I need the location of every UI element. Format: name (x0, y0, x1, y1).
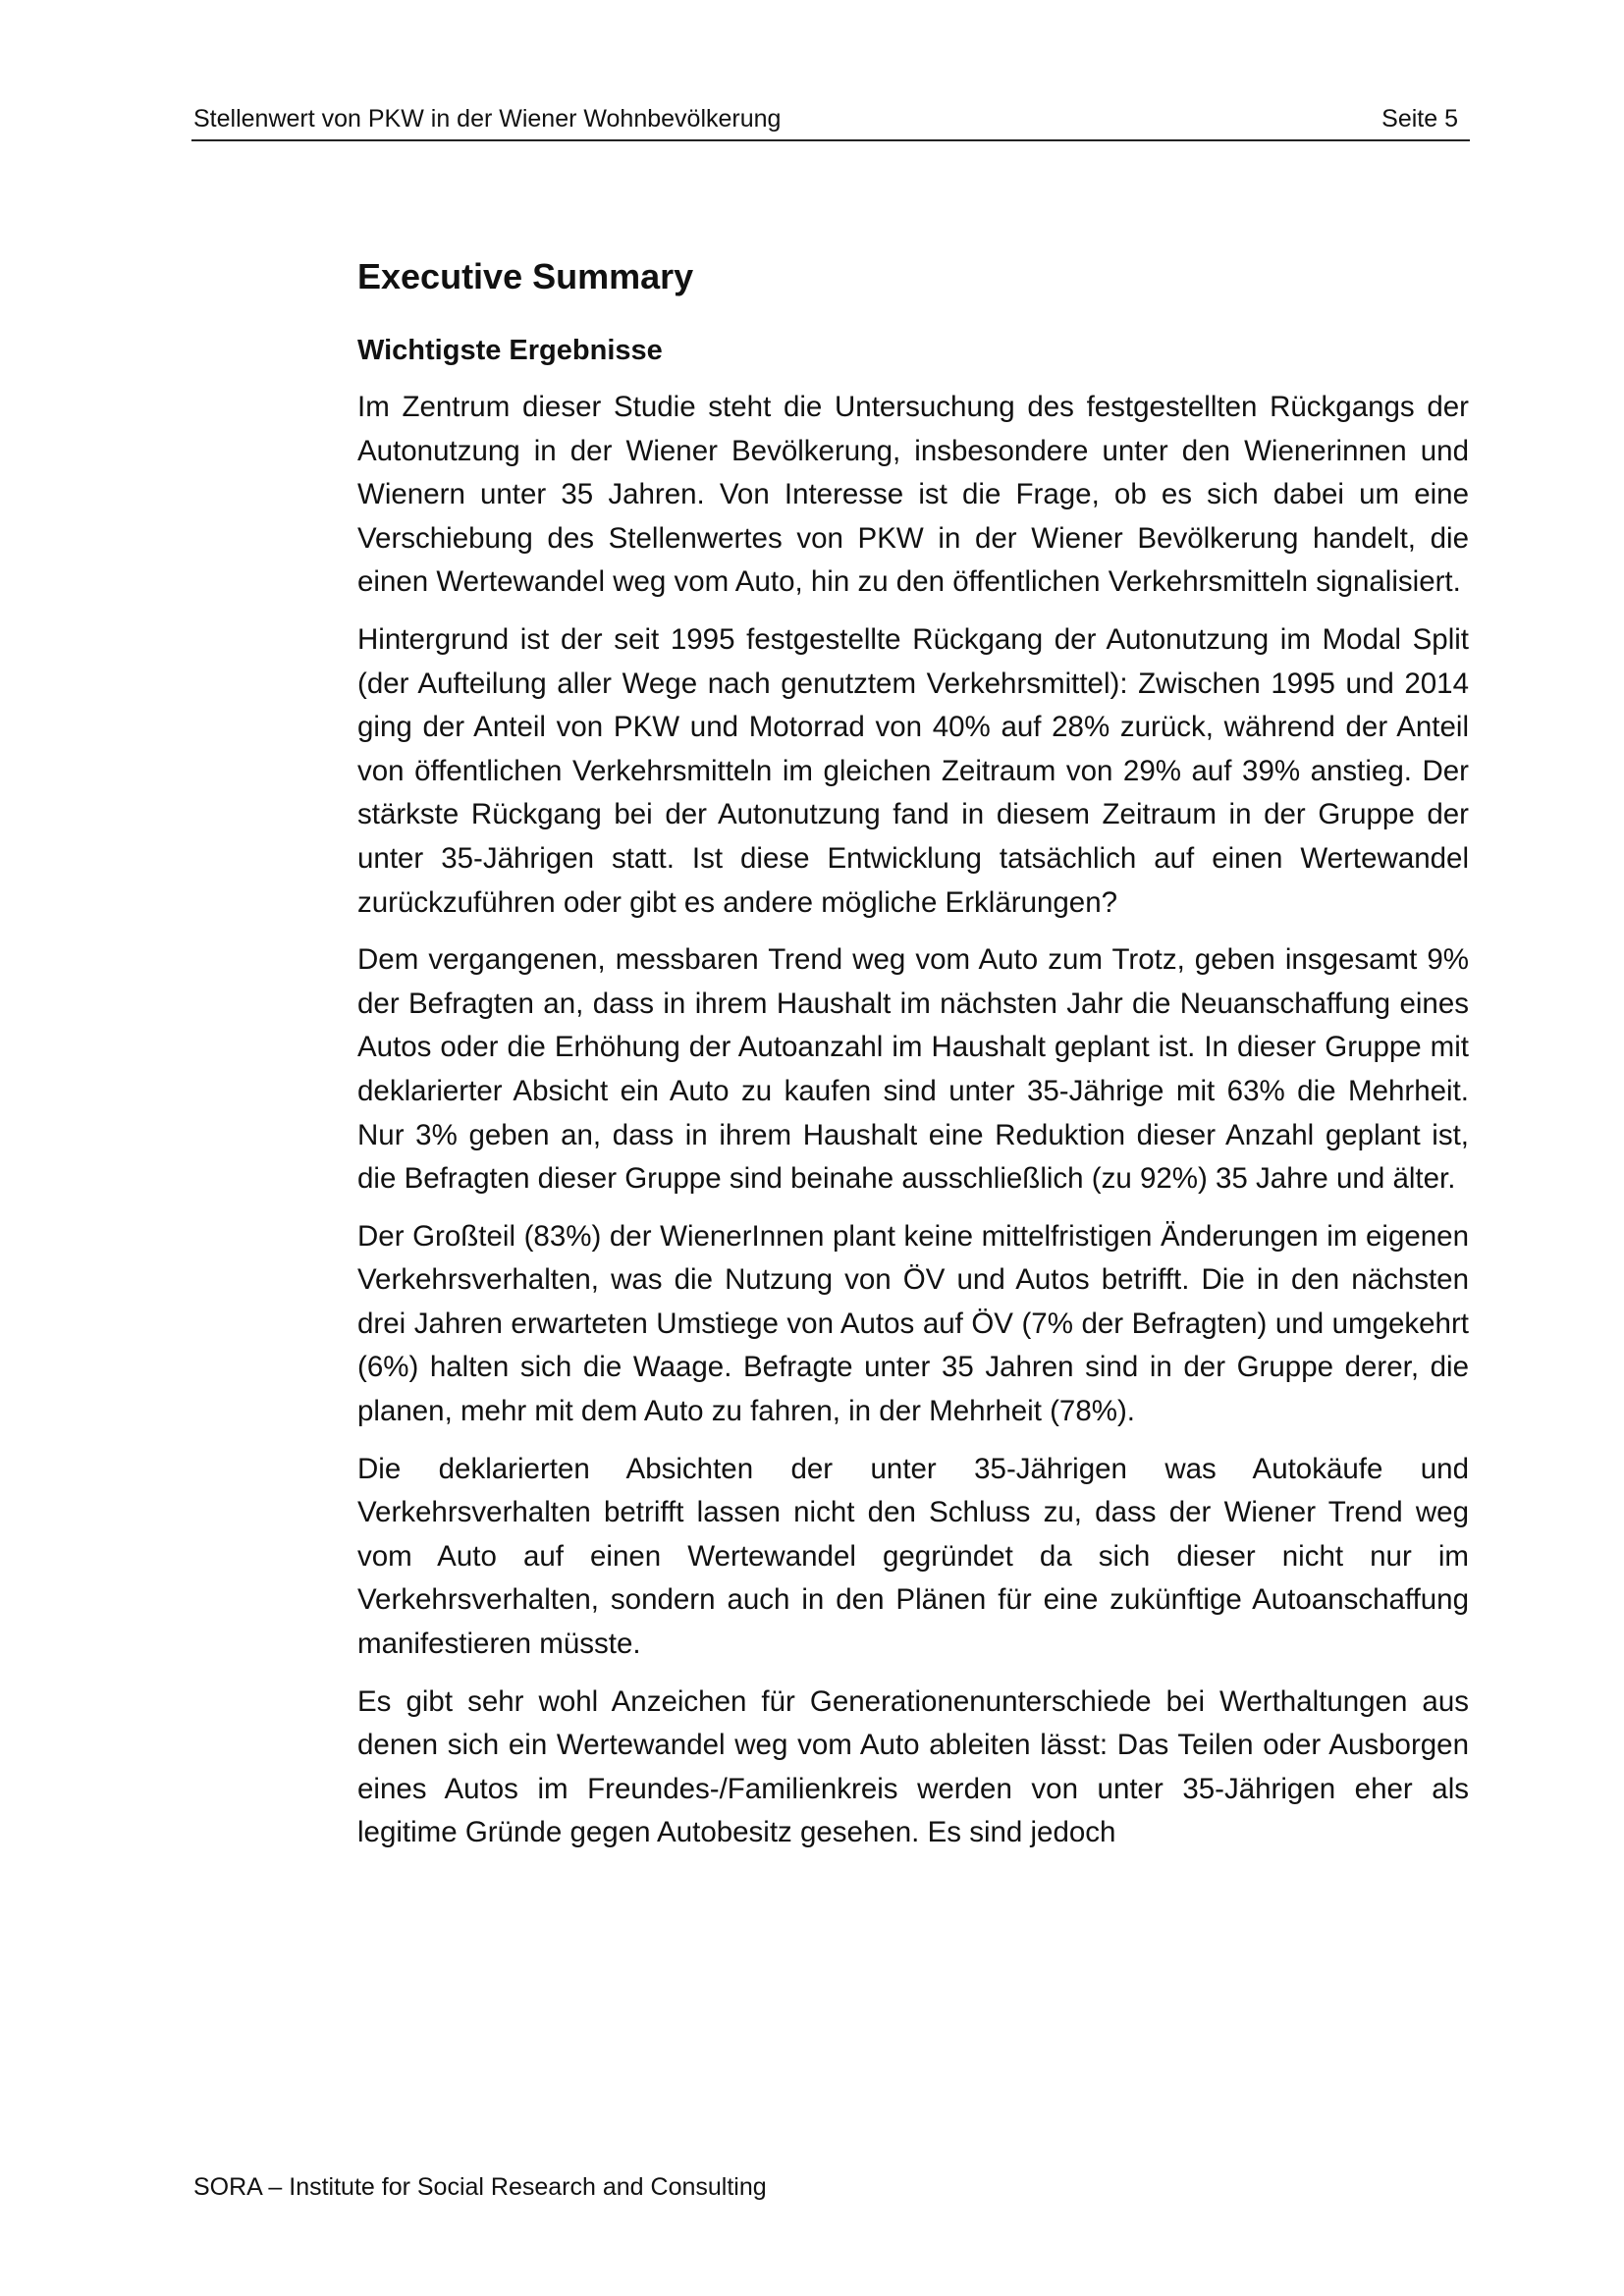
paragraph-6: Es gibt sehr wohl Anzeichen für Generationenunterschiede bei Werthaltungen aus denen sich ein Wertewandel weg vom Auto ableiten lässt: Das Teilen oder Ausborgen eines Autos im Freundes-/Familienkreis werden von unter 35-Jährigen eher als legitime Gründe gegen Autobesitz gesehen. Es sind jedoch (357, 1684, 1469, 1849)
page-header (191, 104, 1470, 141)
page-number: Seite 5 (1381, 105, 1458, 133)
paragraph-2: Hintergrund ist der seit 1995 festgestellte Rückgang der Autonutzung im Modal Split (der Aufteilung aller Wege nach genutztem Verkehrsmittel): Zwischen 1995 und 2014 ging der Anteil von PKW und Motorrad von 40% auf 28% zurück, während der Anteil von öffentlichen Verkehrsmitteln im gleichen Zeitraum von 29% auf 39% anstieg. Der stärkste Rückgang bei der Autonutzung fand in diesem Zeitraum in der Gruppe der unter 35-Jährigen statt. Ist diese Entwicklung tatsächlich auf einen Wertewandel zurückzuführen oder gibt es andere mögliche Erklärungen? (357, 622, 1469, 919)
subsection-heading: Wichtigste Ergebnisse (357, 335, 663, 366)
header-title: Stellenwert von PKW in der Wiener Wohnbevölkerung (193, 105, 782, 133)
section-heading: Executive Summary (357, 256, 694, 296)
page-footer: SORA – Institute for Social Research and Consulting (193, 2173, 767, 2201)
paragraph-4: Der Großteil (83%) der WienerInnen plant keine mittelfristigen Änderungen im eigenen Verkehrsverhalten, was die Nutzung von ÖV und Autos betrifft. Die in den nächsten drei Jahren erwarteten Umstiege von Autos auf ÖV (7% der Befragten) und umgekehrt (6%) halten sich die Waage. Befragte unter 35 Jahren sind in der Gruppe derer, die planen, mehr mit dem Auto zu fahren, in der Mehrheit (78%). (357, 1219, 1469, 1428)
paragraph-1: Im Zentrum dieser Studie steht die Untersuchung des festgestellten Rückgangs der Autonutzung in der Wiener Bevölkerung, insbesondere unter den Wienerinnen und Wienern unter 35 Jahren. Von Interesse ist die Frage, ob es sich dabei um eine Verschiebung des Stellenwertes von PKW in der Wiener Bevölkerung handelt, die einen Wertewandel weg vom Auto, hin zu den öffentlichen Verkehrsmitteln signalisiert. (357, 391, 1469, 599)
main-content (357, 247, 1469, 1855)
paragraph-5: Die deklarierten Absichten der unter 35-Jährigen was Autokäufe und Verkehrsverhalten betrifft lassen nicht den Schluss zu, dass der Wiener Trend weg vom Auto auf einen Wertewandel gegründet da sich dieser nicht nur im Verkehrsverhalten, sondern auch in den Plänen für eine zukünftige Autoanschaffung manifestieren müsste. (357, 1452, 1469, 1661)
paragraph-3: Dem vergangenen, messbaren Trend weg vom Auto zum Trotz, geben insgesamt 9% der Befragten an, dass in ihrem Haushalt im nächsten Jahr die Neuanschaffung eines Autos oder die Erhöhung der Autoanzahl im Haushalt geplant ist. In dieser Gruppe mit deklarierter Absicht ein Auto zu kaufen sind unter 35-Jährige mit 63% die Mehrheit. Nur 3% geben an, dass in ihrem Haushalt eine Reduktion dieser Anzahl geplant ist, die Befragten dieser Gruppe sind beinahe ausschließlich (zu 92%) 35 Jahre und älter. (357, 943, 1469, 1196)
